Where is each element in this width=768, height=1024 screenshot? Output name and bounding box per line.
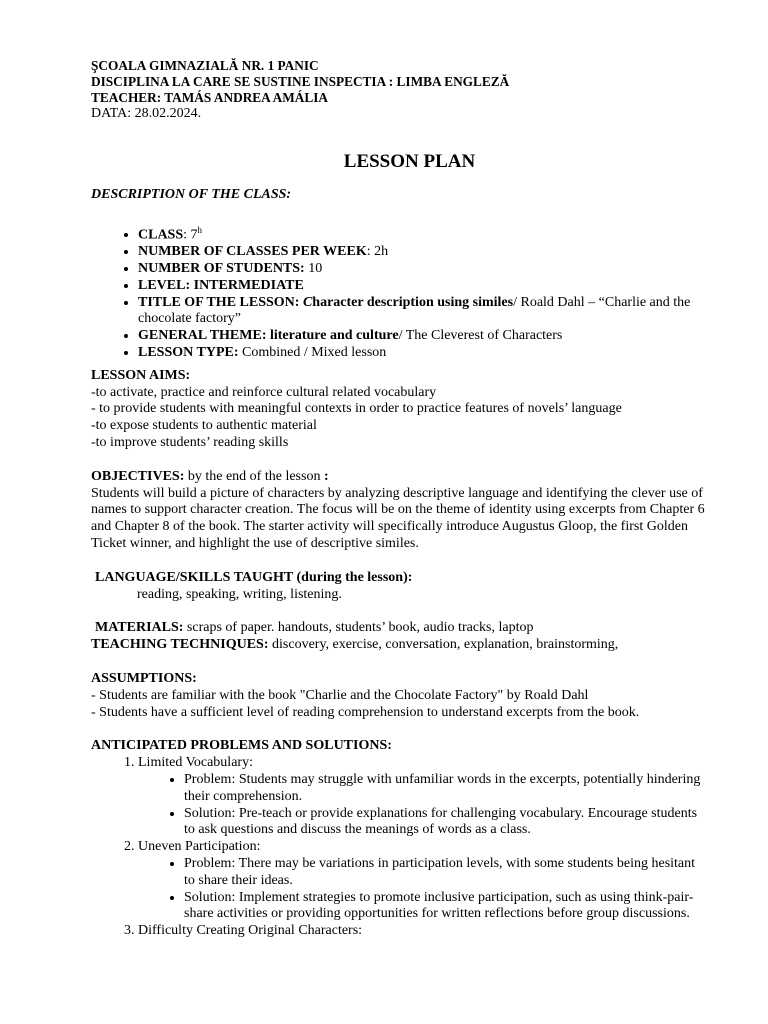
list-item: • LESSON TYPE: Combined / Mixed lesson [138, 345, 708, 362]
list-item: • Problem: There may be variations in participation levels, with some students being hesitant to share their ideas. [184, 856, 708, 890]
aim-item: -to expose students to authentic material [91, 418, 317, 434]
list-item: • NUMBER OF CLASSES PER WEEK: 2h [138, 244, 708, 261]
techniques-line: TEACHING TECHNIQUES: discovery, exercise, conversation, explanation, brainstorming, [91, 637, 619, 653]
list-item: • Solution: Pre-teach or provide explanations for challenging vocabulary. Encourage students to ask questions and discuss the meanings of words as a class. [184, 806, 708, 840]
objectives-section [91, 469, 708, 553]
section-heading: ANTICIPATED PROBLEMS AND SOLUTIONS: [91, 738, 392, 754]
section-heading: LESSON AIMS: [91, 367, 191, 383]
materials-section [91, 620, 708, 654]
section-heading: LANGUAGE/SKILLS TAUGHT (during the lesson): [95, 569, 413, 585]
list-item: • TITLE OF THE LESSON: Character description using similes/ Roald Dahl – “Charlie and the chocolate factory” [138, 295, 708, 329]
teacher-line: TEACHER: TAMÁS ANDREA AMÁLIA [91, 90, 329, 105]
description-heading: DESCRIPTION OF THE CLASS: [91, 187, 292, 202]
list-item: 1. Limited Vocabulary: • Problem: Students may struggle with unfamiliar words in the excerpts, potentially hindering their comprehension. • Solution: Pre-teach or provide explanations for challenging vocabulary. Encourage students to ask questions and discuss the meanings of words as a class. [138, 755, 708, 839]
skills-section [91, 570, 708, 604]
objectives-text: Students will build a picture of characters by analyzing descriptive language and identifying the clever use of names to support character creation. The focus will be on the theme of identity using excerpts from Chapter 6 and Chapter 8 of the book. The starter activity will specifically introduce Augustus Gloop, the first Golden Ticket winner, and highlight the use of descriptive similes. [91, 485, 705, 551]
section-heading: ASSUMPTIONS: [91, 670, 197, 686]
problems-list [91, 755, 708, 940]
list-item: 3. Difficulty Creating Original Characters: [138, 923, 708, 940]
assumption-item: - Students are familiar with the book "Charlie and the Chocolate Factory" by Roald Dahl [91, 687, 589, 703]
materials-line: MATERIALS: scraps of paper. handouts, students’ book, audio tracks, laptop [95, 620, 534, 636]
assumptions-section [91, 671, 708, 721]
objectives-heading-line: OBJECTIVES: by the end of the lesson : [91, 468, 329, 484]
aim-item: - to provide students with meaningful contexts in order to practice features of novels’ language [91, 401, 622, 417]
list-item: • GENERAL THEME: literature and culture/ The Cleverest of Characters [138, 328, 708, 345]
page-title: LESSON PLAN [343, 151, 476, 172]
list-item: • NUMBER OF STUDENTS: 10 [138, 261, 708, 278]
lesson-aims-section [91, 368, 708, 452]
skills-text: reading, speaking, writing, listening. [137, 586, 342, 602]
list-item: 2. Uneven Participation: • Problem: There may be variations in participation levels, with some students being hesitant to share their ideas. • Solution: Implement strategies to promote inclusive participation, such as using think-pair-share activities or providing opportunities for written reflections before group discussions. [138, 839, 708, 923]
list-item: • Problem: Students may struggle with unfamiliar words in the excerpts, potentially hindering their comprehension. [184, 772, 708, 806]
discipline-line: DISCIPLINA LA CARE SE SUSTINE INSPECTIA : LIMBA ENGLEZĂ [91, 74, 510, 89]
school-name: ŞCOALA GIMNAZIALĂ NR. 1 PANIC [91, 58, 319, 73]
list-item: • LEVEL: INTERMEDIATE [138, 278, 708, 295]
aim-item: -to activate, practice and reinforce cultural related vocabulary [91, 384, 437, 400]
class-details-list [91, 222, 708, 362]
problems-section [91, 738, 708, 940]
aim-item: -to improve students’ reading skills [91, 435, 289, 451]
assumption-item: - Students have a sufficient level of reading comprehension to understand excerpts from the book. [91, 704, 640, 720]
list-item: • CLASS: 7$^h$ [138, 222, 708, 244]
list-item: • Solution: Implement strategies to promote inclusive participation, such as using think-pair-share activities or providing opportunities for written reflections before group discussions. [184, 890, 708, 924]
date-line: DATA: 28.02.2024. [91, 106, 202, 121]
